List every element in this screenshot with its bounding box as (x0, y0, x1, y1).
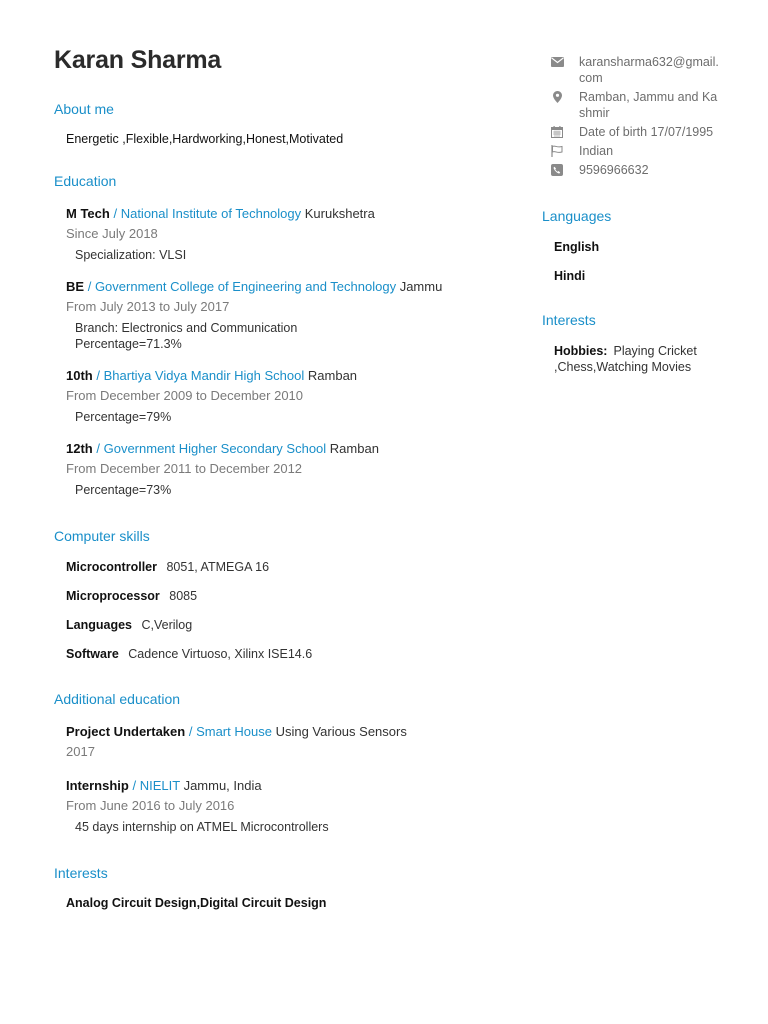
degree: 12th (66, 441, 93, 456)
map-pin-icon (550, 90, 564, 104)
dates: From June 2016 to July 2016 (66, 798, 235, 813)
email-link[interactable]: karansharma632@gmail.com (579, 55, 719, 85)
location: Using Various Sensors (275, 724, 407, 739)
education-title: Education (54, 173, 117, 189)
contact-email (542, 54, 722, 86)
separator: / (87, 279, 92, 294)
detail: 45 days internship on ATMEL Microcontrollers (75, 820, 329, 834)
education-heading (66, 439, 494, 459)
hobbies (554, 343, 722, 375)
contact-phone (542, 162, 722, 178)
additional-item (66, 776, 494, 835)
education-item (66, 439, 494, 498)
additional-heading (66, 776, 494, 796)
degree: BE (66, 279, 85, 294)
detail: Percentage=79% (75, 410, 172, 424)
contact-location (542, 89, 722, 121)
institution-link[interactable]: Government Higher Secondary School (103, 441, 327, 456)
separator: / (132, 778, 137, 793)
skill-value: Cadence Virtuoso, Xilinx ISE14.6 (128, 647, 313, 661)
about-text: Energetic ,Flexible,Hardworking,Honest,Motivated (66, 132, 344, 146)
dates: Since July 2018 (66, 226, 158, 241)
contact-dob (542, 124, 722, 140)
detail: Percentage=73% (75, 483, 172, 497)
dates: From December 2009 to December 2010 (66, 388, 304, 403)
project-link[interactable]: Smart House (196, 724, 272, 739)
skill-value: 8085 (169, 589, 198, 603)
contact-nationality (542, 143, 722, 159)
education-list (54, 204, 494, 498)
education-item (66, 277, 494, 352)
language-item: English (554, 240, 600, 254)
separator: / (96, 441, 100, 456)
degree: M Tech (66, 206, 110, 221)
additional-title: Additional education (54, 691, 181, 707)
location: Ramban (307, 368, 358, 383)
institution-link[interactable]: Bhartiya Vidya Mandir High School (103, 368, 305, 383)
dob-text: Date of birth 17/07/1995 (579, 125, 714, 139)
education-heading (66, 366, 494, 386)
degree: 10th (66, 368, 93, 383)
additional-type: Internship (66, 778, 129, 793)
language-item: Hindi (554, 269, 586, 283)
hobbies-label: Hobbies: (554, 344, 608, 358)
side-interests-title: Interests (542, 312, 596, 328)
detail: Branch: Electronics and Communication (75, 321, 298, 335)
calendar-icon (550, 125, 564, 139)
interests-text: Analog Circuit Design,Digital Circuit Design (66, 896, 327, 910)
skill-name: Languages (66, 618, 132, 632)
main-column (54, 46, 494, 910)
dates: From July 2013 to July 2017 (66, 299, 230, 314)
skills-title: Computer skills (54, 528, 150, 544)
institution-link[interactable]: Government College of Engineering and Technology (94, 279, 397, 294)
separator: / (113, 206, 118, 221)
envelope-icon (550, 55, 564, 69)
phone-icon (550, 163, 564, 177)
location: Ramban (329, 441, 379, 456)
skill-value: C,Verilog (141, 618, 193, 632)
additional-type: Project Undertaken (66, 724, 186, 739)
nationality-text: Indian (579, 144, 614, 158)
skill-row (66, 646, 494, 662)
skill-row (66, 588, 494, 604)
flag-icon (550, 144, 564, 158)
dates: 2017 (66, 744, 95, 759)
skill-value: 8051, ATMEGA 16 (166, 560, 270, 574)
separator: / (188, 724, 193, 739)
skill-name: Microcontroller (66, 560, 157, 574)
location: Jammu, India (183, 778, 262, 793)
education-heading (66, 204, 494, 224)
skill-name: Microprocessor (66, 589, 160, 603)
education-heading (66, 277, 494, 297)
location: Kurukshetra (304, 206, 375, 221)
side-interests-section (542, 312, 722, 375)
interests-title: Interests (54, 865, 108, 881)
dates: From December 2011 to December 2012 (66, 461, 303, 476)
skill-row (66, 559, 494, 575)
languages-section (542, 208, 722, 284)
person-name: Karan Sharma (54, 46, 222, 74)
institution-link[interactable]: NIELIT (139, 778, 180, 793)
hobbies-text: Playing Cricket ,Chess,Watching Movies (554, 344, 697, 374)
skills-list (54, 559, 494, 662)
skill-name: Software (66, 647, 119, 661)
detail: Specialization: VLSI (75, 248, 187, 262)
detail: Percentage=71.3% (75, 337, 182, 351)
additional-list (54, 722, 494, 835)
education-item (66, 366, 494, 425)
phone-text: 9596966632 (579, 163, 649, 177)
location-text: Ramban, Jammu and Kashmir (579, 90, 718, 120)
additional-item (66, 722, 494, 762)
skill-row (66, 617, 494, 633)
separator: / (96, 368, 100, 383)
education-item (66, 204, 494, 263)
about-title: About me (54, 101, 114, 117)
institution-link[interactable]: National Institute of Technology (120, 206, 302, 221)
sidebar (542, 54, 722, 375)
additional-heading (66, 722, 494, 742)
languages-title: Languages (542, 208, 612, 224)
location: Jammu (399, 279, 443, 294)
